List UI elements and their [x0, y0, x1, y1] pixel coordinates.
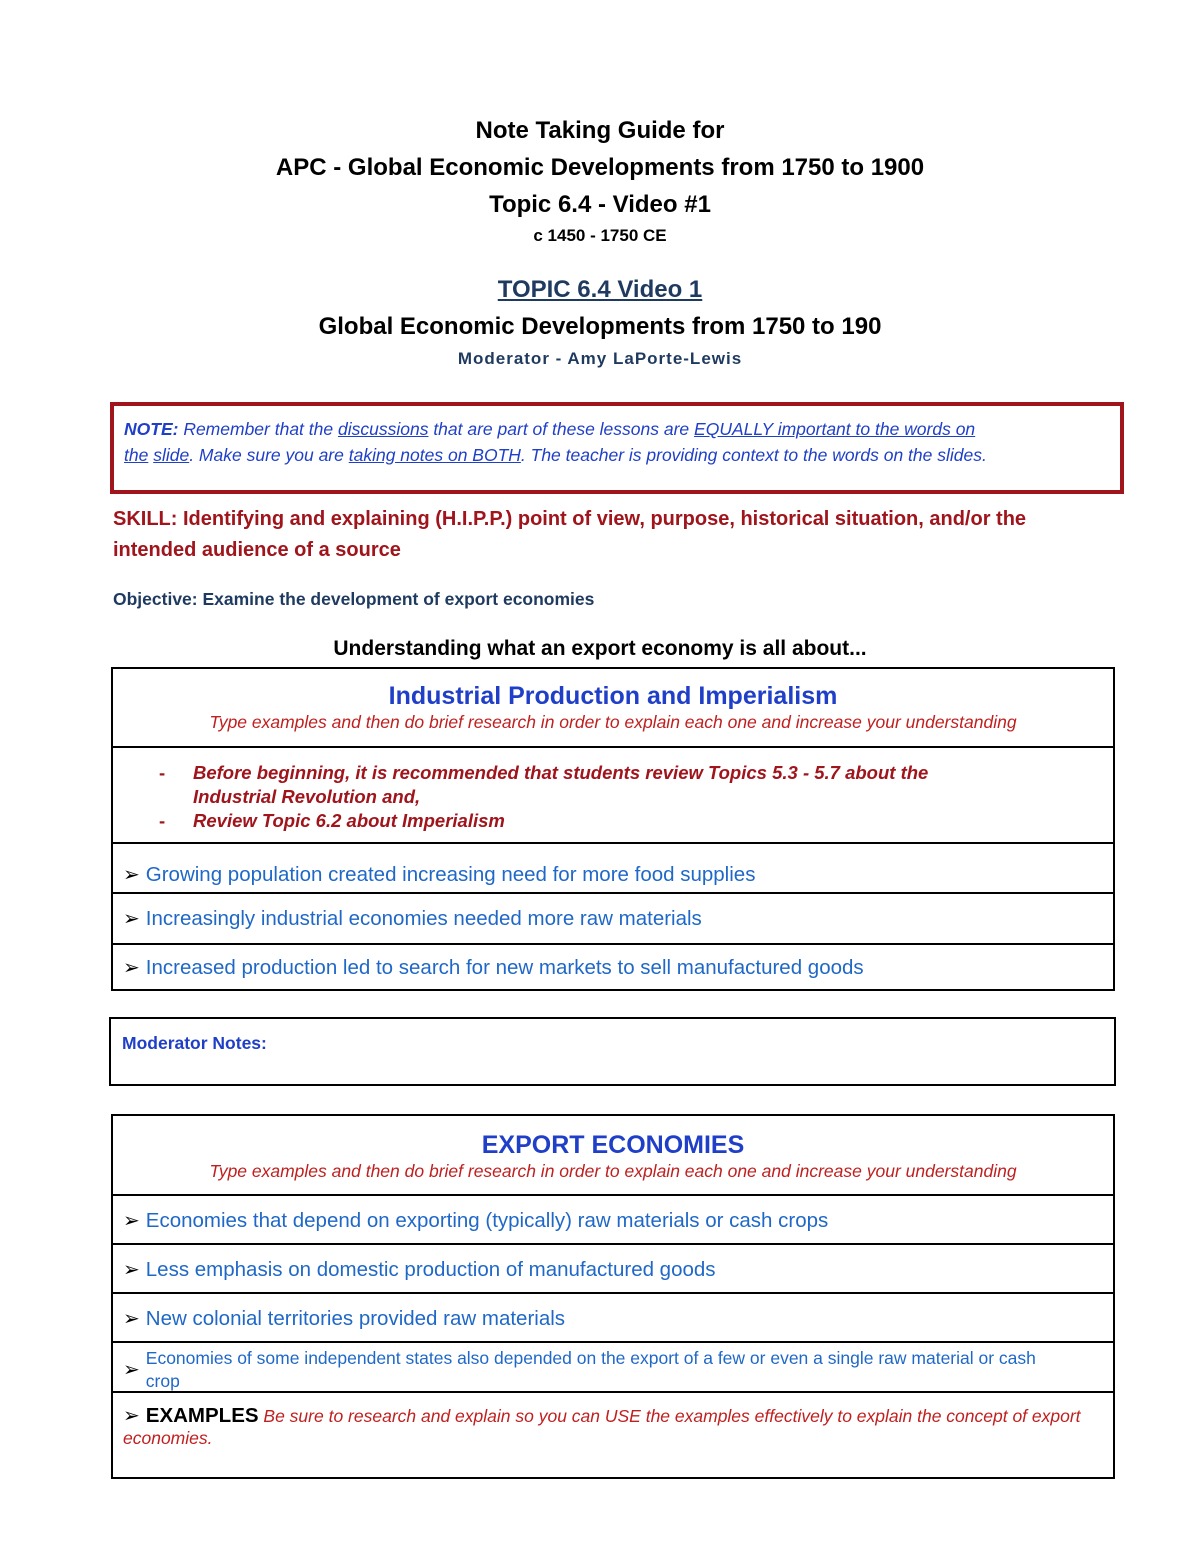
examples-instructions: Be sure to research and explain so you can USE the examples effectively to explain the concept of export economies. [123, 1406, 1081, 1448]
arrow-icon: ➢ [123, 1359, 140, 1381]
arrow-icon: ➢ [123, 908, 140, 930]
section-heading: Understanding what an export economy is all about... [333, 637, 867, 660]
moderator-notes-label: Moderator Notes: [122, 1033, 267, 1053]
topic-link[interactable]: TOPIC 6.4 Video 1 [497, 276, 703, 303]
note-equally: EQUALLY important to the words on [694, 419, 976, 439]
note-taking: taking notes on BOTH [348, 445, 521, 465]
arrow-icon: ➢ [123, 957, 140, 979]
note-the: the [124, 445, 149, 465]
objective: Objective: Examine the development of export economies [113, 589, 595, 609]
review-row [113, 746, 1113, 842]
table-row[interactable]: ➢ Growing population created increasing need for more food supplies [113, 842, 1113, 892]
table-row[interactable]: ➢ Increasingly industrial economies needed more raw materials [113, 892, 1113, 943]
note-box [110, 402, 1124, 494]
table-title: EXPORT ECONOMIES [481, 1131, 745, 1159]
arrow-icon: ➢ [123, 1308, 140, 1330]
table-title: Industrial Production and Imperialism [388, 682, 838, 710]
skill-statement: SKILL: Identifying and explaining (H.I.P.P.) point of view, purpose, historical situation, and/or the intended audience of a source [113, 508, 1027, 561]
arrow-icon: ➢ [123, 864, 140, 886]
examples-row[interactable] [113, 1391, 1113, 1477]
table-header [113, 1116, 1113, 1194]
table-row[interactable]: ➢ Increased production led to search for new markets to sell manufactured goods [113, 943, 1113, 989]
note-label: NOTE: [124, 419, 179, 439]
header-date: c 1450 - 1750 CE [533, 226, 667, 245]
list-item: Industrial Revolution and, [193, 786, 421, 807]
table-row[interactable]: ➢ Economies of some independent states also depended on the export of a few or even a single raw material or cash crop [113, 1341, 1113, 1391]
header-line-1: Note Taking Guide for [475, 117, 725, 144]
arrow-icon: ➢ [123, 1259, 140, 1281]
note-text-4: . Make sure you are [189, 445, 349, 465]
arrow-icon: ➢ [123, 1405, 140, 1427]
table-header [113, 669, 1113, 746]
moderator-notes-box[interactable] [109, 1017, 1116, 1086]
note-discussions: discussions [337, 419, 429, 439]
header-line-3: Topic 6.4 - Video #1 [489, 191, 711, 218]
moderator-name: Moderator - Amy LaPorte-Lewis [457, 349, 743, 368]
document-header [0, 112, 1200, 249]
arrow-icon: ➢ [123, 1210, 140, 1232]
header-line-2: APC - Global Economic Developments from 1750 to 1900 [275, 154, 925, 181]
note-slide: slide [153, 445, 190, 465]
note-text-5: . The teacher is providing context to the words on the slides. [520, 445, 987, 465]
list-item: - Before beginning, it is recommended that students review Topics 5.3 - 5.7 about the [159, 762, 929, 783]
list-item: - Review Topic 6.2 about Imperialism [159, 810, 505, 831]
examples-label: EXAMPLES [145, 1404, 259, 1427]
table-row[interactable]: ➢ Economies that depend on exporting (typically) raw materials or cash crops [113, 1194, 1113, 1243]
table-row[interactable]: ➢ New colonial territories provided raw materials [113, 1292, 1113, 1341]
note-text-1: Remember that the [178, 419, 338, 439]
table-subtitle: Type examples and then do brief research in order to explain each one and increase your understanding [209, 712, 1017, 732]
page-subtitle: Global Economic Developments from 1750 to 190 [318, 313, 882, 340]
industrial-table [111, 667, 1115, 991]
table-subtitle: Type examples and then do brief research in order to explain each one and increase your understanding [209, 1161, 1017, 1181]
export-economies-table [111, 1114, 1115, 1479]
note-text-2: that are part of these lessons are [428, 419, 695, 439]
table-row[interactable]: ➢ Less emphasis on domestic production of manufactured goods [113, 1243, 1113, 1292]
